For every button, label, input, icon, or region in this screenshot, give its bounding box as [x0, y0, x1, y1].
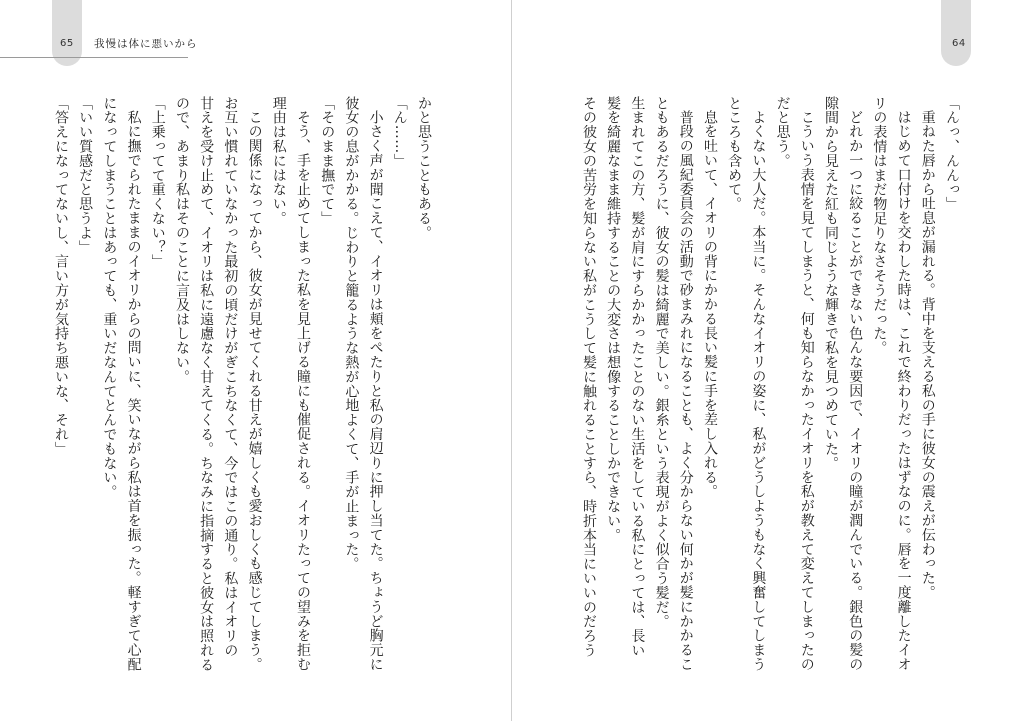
- text-line: お互い慣れていなかった最初の頃だけがぎこちなくて、今ではこの通り。私はイオリの: [222, 96, 239, 658]
- text-line: どれか一つに絞ることができない色んな要因で、イオリの瞳が潤んでいる。銀色の髪の: [847, 110, 864, 672]
- text-line: ところも含めて。: [726, 96, 743, 212]
- text-line: 「んっ、んんっ」: [944, 96, 960, 212]
- text-line: になってしまうことはあっても、重いだなんてとんでもない。: [101, 96, 118, 500]
- text-line: 重ねた唇から吐息が漏れる。背中を支える私の手に彼女の震えが伝わった。: [919, 110, 936, 600]
- text-line: ともあるだろうに、彼女の髪は綺麗で美しい。銀糸という表現がよく似合う髪だ。: [653, 96, 670, 629]
- text-line: かと思うこともある。: [416, 96, 432, 240]
- text-line: 息を吐いて、イオリの背にかかる長い髪に手を差し入れる。: [701, 110, 718, 499]
- text-line: リの表情はまだ物足りなさそうだった。: [871, 96, 888, 356]
- left-page-body-text: [52, 96, 436, 672]
- text-line: 「上乗ってて重くない？」: [149, 96, 166, 269]
- text-line: 普段の風紀委員会の活動で砂まみれになることも、よく分からない何かが髪にかかるこ: [677, 110, 694, 672]
- text-line: 小さく声が聞こえて、イオリは頬をぺたりと私の肩辺りに押し当てた。ちょうど胸元に: [367, 110, 384, 672]
- text-line: 隙間から見えた紅も同じような輝きで私を見つめていた。: [822, 96, 839, 471]
- page-number-tab: [941, 0, 971, 66]
- left-page: [0, 0, 511, 721]
- text-line: だと思う。: [774, 96, 791, 168]
- text-line: 彼女の息がかかる。じわりと籠るような熱が心地よくて、手が止まった。: [343, 96, 360, 572]
- text-line: 髪を綺麗なまま維持することの大変さは想像することしかできない。: [605, 96, 622, 543]
- text-line: 「そのまま撫でて」: [319, 96, 336, 226]
- page-number-left: 65: [60, 38, 74, 49]
- text-line: よくない大人だ。本当に。そんなイオリの姿に、私がどうしようもなく興奮してしまう: [750, 110, 767, 672]
- text-line: 私に撫でられたままのイオリからの問いに、笑いながら私は首を振った。軽すぎて心配: [125, 110, 142, 672]
- text-line: 「いい質感だと思うよ」: [77, 96, 94, 255]
- text-line: そう、手を止めてしまった私を見上げる瞳にも催促される。イオリたっての望みを拒む: [294, 110, 311, 672]
- header-rule: [0, 57, 188, 58]
- text-line: その彼女の苦労を知らない私がこうして髪に触れることすら、時折本当にいいのだろう: [580, 96, 597, 658]
- text-line: 生まれてこの方、髪が肩にすらかかったことのない生活をしている私にとっては、長い: [629, 96, 646, 658]
- text-line: こういう表情を見てしまうと、何も知らなかったイオリを私が教えて変えてしまったの: [798, 110, 815, 672]
- page-number-right: 64: [952, 38, 966, 49]
- text-line: ので、あまり私はそのことに言及はしない。: [173, 96, 190, 384]
- text-line: 理由は私にはない。: [270, 96, 287, 226]
- text-line: 「答えになってないし、言い方が気持ち悪いな、それ」: [52, 96, 69, 456]
- text-line: この関係になってから、彼女が見せてくれる甘えが嬉しくも愛おしくも感じてしまう。: [246, 110, 263, 672]
- text-line: はじめて口付けを交わした時は、これで終わりだったはずなのに。唇を一度離したイオ: [895, 110, 912, 672]
- right-page-body-text: [580, 96, 964, 672]
- text-line: 「ん……」: [391, 96, 408, 168]
- text-line: 甘えを受け止めて、イオリは私に遠慮なく甘えてくる。ちなみに指摘すると彼女は照れる: [198, 96, 215, 672]
- right-page: [512, 0, 1024, 721]
- running-head: 我慢は体に悪いから: [94, 38, 198, 50]
